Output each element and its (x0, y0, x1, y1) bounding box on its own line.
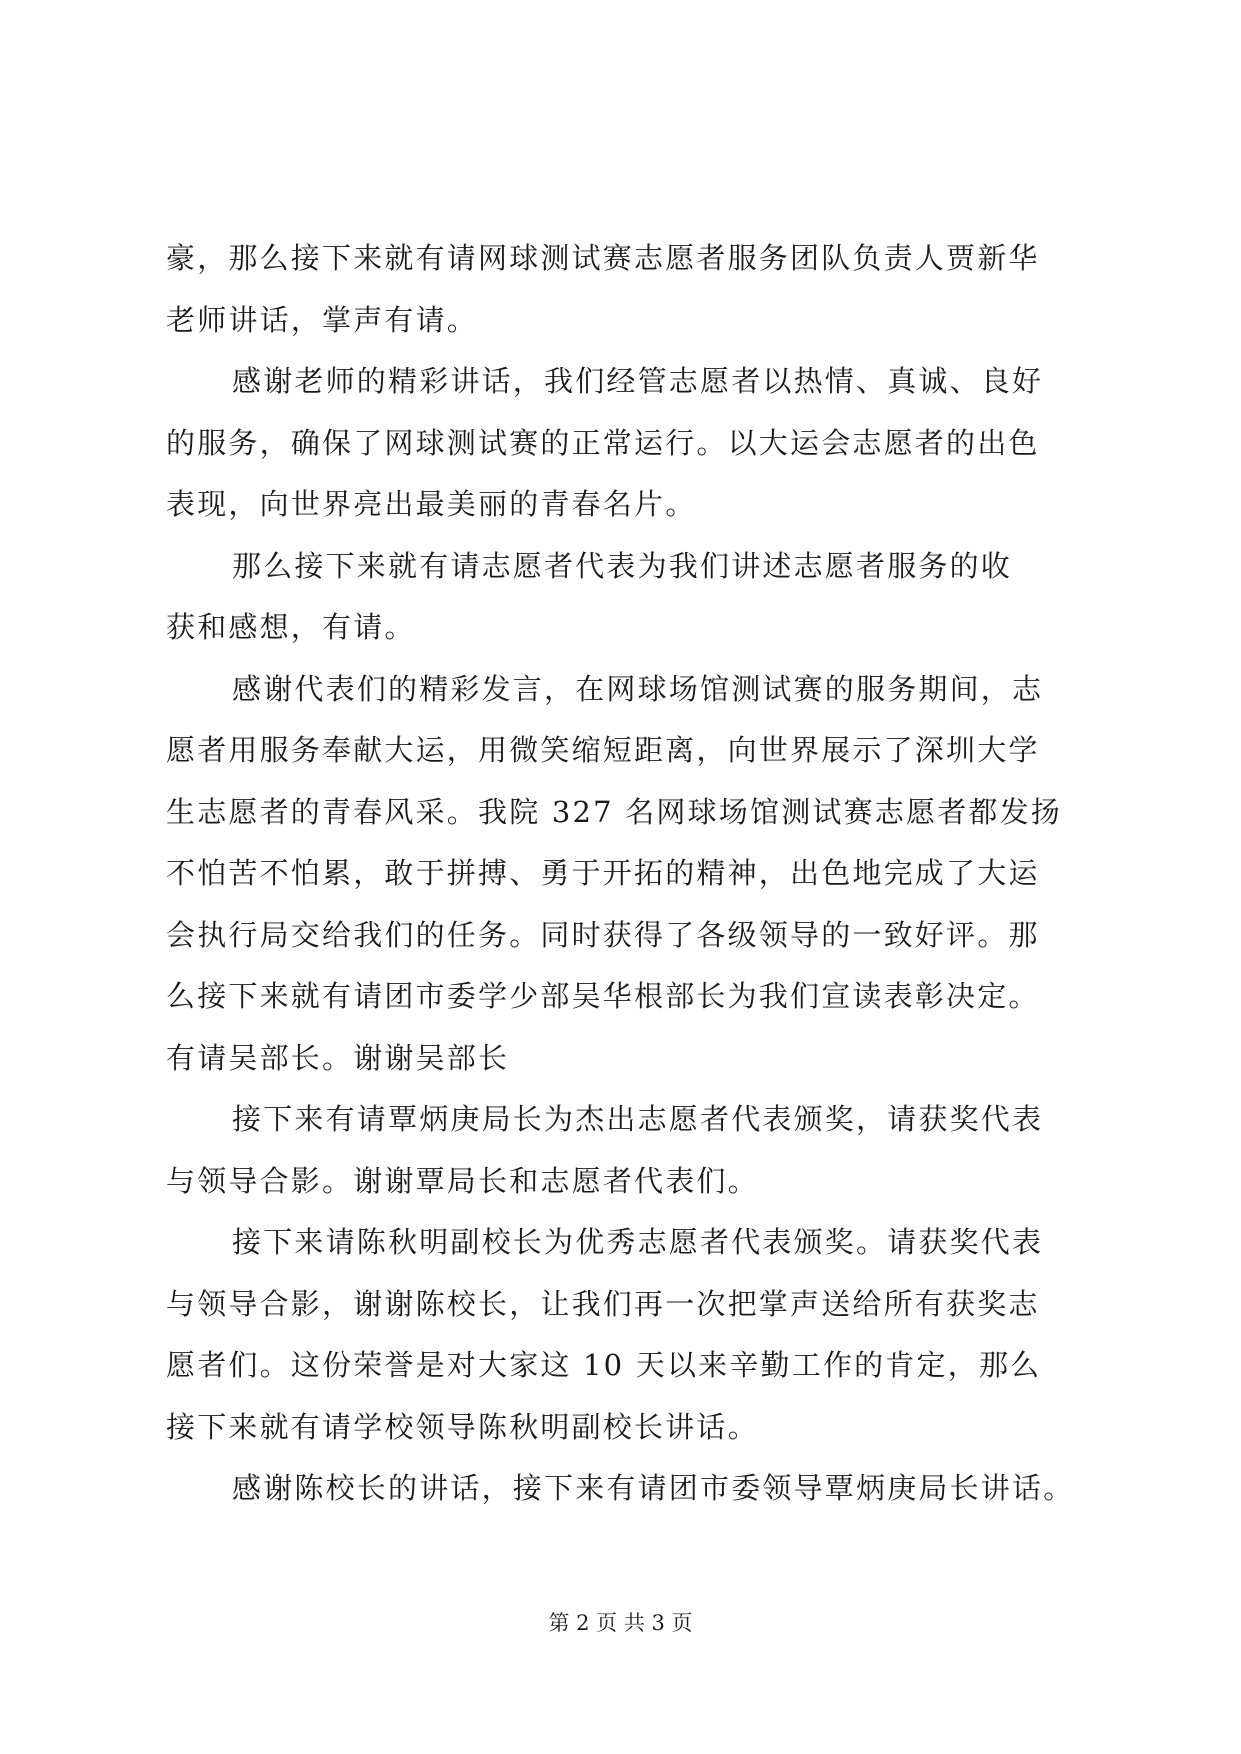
text-line: 接下来请陈秋明副校长为优秀志愿者代表颁奖。请获奖代表 (232, 1225, 1044, 1259)
document-body (166, 228, 1082, 1520)
text-line: 不怕苦不怕累，敢于拼搏、勇于开拓的精神，出色地完成了大运 (166, 856, 1040, 890)
text-line: 愿者用服务奉献大运，用微笑缩短距离，向世界展示了深圳大学 (166, 733, 1040, 767)
text-line: 的服务，确保了网球测试赛的正常运行。以大运会志愿者的出色 (166, 425, 1040, 460)
text-line: 会执行局交给我们的任务。同时获得了各级领导的一致好评。那 (166, 917, 1040, 952)
text-line: 感谢陈校长的讲话，接下来有请团市委领导覃炳庚局长讲话。 (232, 1471, 1075, 1505)
text-line: 获和感想，有请。 (166, 610, 416, 644)
text-line: 么接下来就有请团市委学少部吴华根部长为我们宣读表彰决定。 (166, 979, 1040, 1013)
paragraph (166, 1458, 1082, 1520)
text-line: 老师讲话，掌声有请。 (166, 302, 479, 337)
text-line: 生志愿者的青春风采。我院 327 名网球场馆测试赛志愿者都发扬 (166, 794, 1062, 829)
paragraph (166, 659, 1082, 1090)
text-line: 那么接下来就有请志愿者代表为我们讲述志愿者服务的收 (232, 548, 1013, 583)
paragraph (166, 536, 1082, 659)
text-line: 有请吴部长。谢谢吴部长 (166, 1040, 510, 1075)
text-line: 豪，那么接下来就有请网球测试赛志愿者服务团队负责人贾新华 (166, 241, 1040, 275)
page-number-footer: 第 2 页 共 3 页 (548, 1611, 693, 1635)
paragraph (166, 351, 1082, 536)
text-line: 与领导合影，谢谢陈校长，让我们再一次把掌声送给所有获奖志 (166, 1286, 1040, 1321)
text-line: 与领导合影。谢谢覃局长和志愿者代表们。 (166, 1163, 759, 1198)
text-line: 接下来就有请学校领导陈秋明副校长讲话。 (166, 1409, 759, 1444)
paragraph (166, 1212, 1082, 1458)
text-line: 感谢代表们的精彩发言，在网球场馆测试赛的服务期间，志 (232, 671, 1044, 706)
text-line: 接下来有请覃炳庚局长为杰出志愿者代表颁奖，请获奖代表 (232, 1102, 1044, 1136)
text-line: 感谢老师的精彩讲话，我们经管志愿者以热情、真诚、良好 (232, 364, 1044, 398)
text-line: 愿者们。这份荣誉是对大家这 10 天以来辛勤工作的肯定，那么 (166, 1348, 1042, 1382)
paragraph (166, 228, 1082, 351)
paragraph (166, 1089, 1082, 1212)
text-line: 表现，向世界亮出最美丽的青春名片。 (166, 487, 697, 521)
